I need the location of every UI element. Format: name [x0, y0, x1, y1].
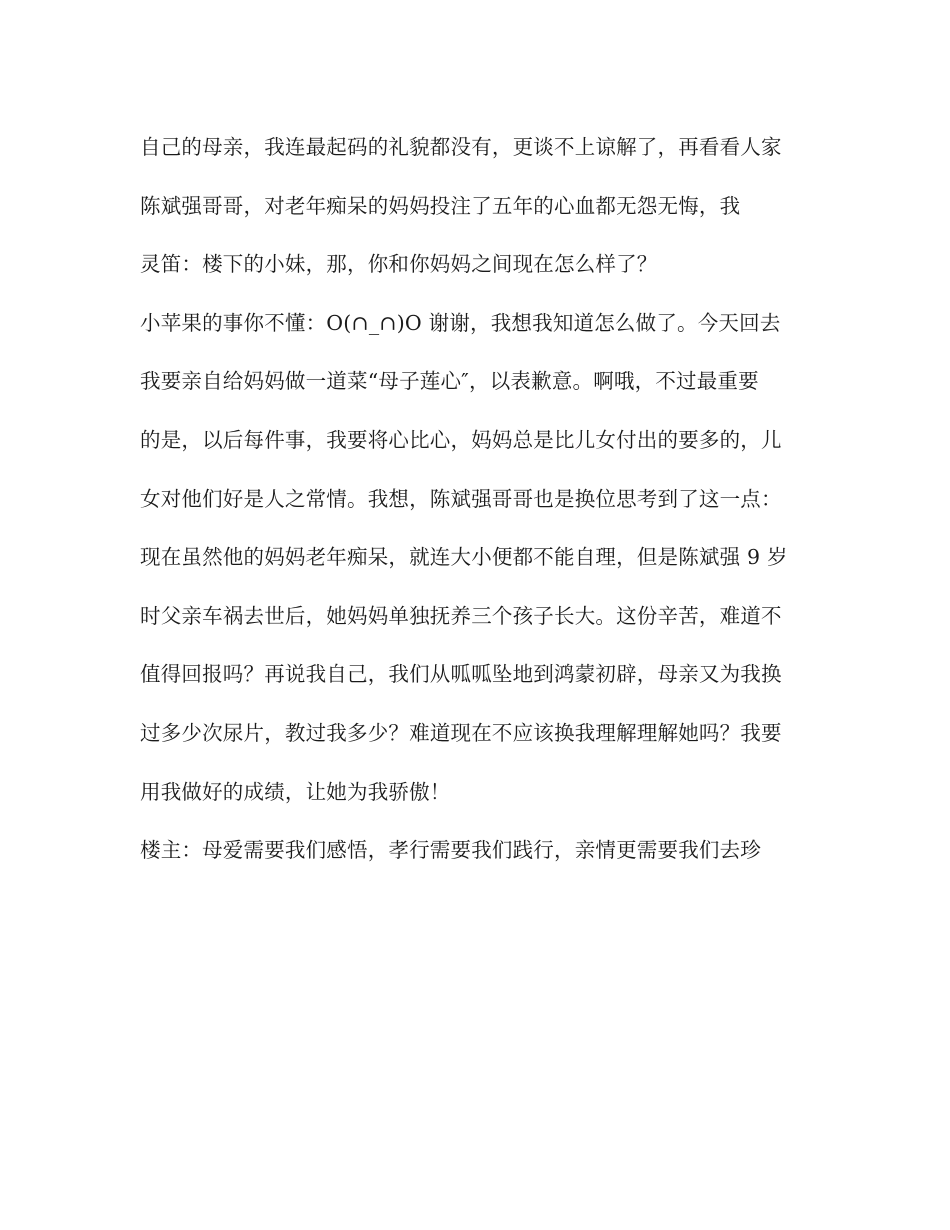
- text-line-7: 女对他们好是人之常情。我想，陈斌强哥哥也是换位思考到了这一点：: [140, 486, 782, 511]
- text-line-6: 的是，以后每件事，我要将心比心，妈妈总是比儿女付出的要多的，儿: [140, 427, 782, 452]
- document-body: [140, 132, 830, 894]
- text-line-4: 小苹果的事你不懂：O(∩_∩)O 谢谢，我想我知道怎么做了。今天回去: [140, 310, 781, 335]
- text-line-1: 自己的母亲，我连最起码的礼貌都没有，更谈不上谅解了，再看看人家: [140, 135, 782, 159]
- text-line-13: 楼主：母爱需要我们感悟，孝行需要我们践行，亲情更需要我们去珍: [140, 838, 761, 863]
- text-line-11: 过多少次尿片，教过我多少？难道现在不应该换我理解理解她吗？我要: [140, 720, 782, 745]
- text-line-5: 我要亲自给妈妈做一道菜“母子莲心″，以表歉意。啊哦，不过最重要: [140, 369, 759, 394]
- text-line-12: 用我做好的成绩，让她为我骄傲！: [140, 779, 451, 804]
- text-line-9: 时父亲车祸去世后，她妈妈单独抚养三个孩子长大。这份辛苦，难道不: [140, 603, 782, 628]
- text-line-10: 值得回报吗？再说我自己，我们从呱呱坠地到鸿蒙初辟，母亲又为我换: [140, 662, 782, 687]
- text-line-2: 陈斌强哥哥，对老年痴呆的妈妈投注了五年的心血都无怨无悔，我: [140, 193, 741, 218]
- text-line-8: 现在虽然他的妈妈老年痴呆，就连大小便都不能自理，但是陈斌强 9 岁: [140, 545, 788, 570]
- text-line-3: 灵笛：楼下的小妹，那，你和你妈妈之间现在怎么样了？: [140, 252, 658, 277]
